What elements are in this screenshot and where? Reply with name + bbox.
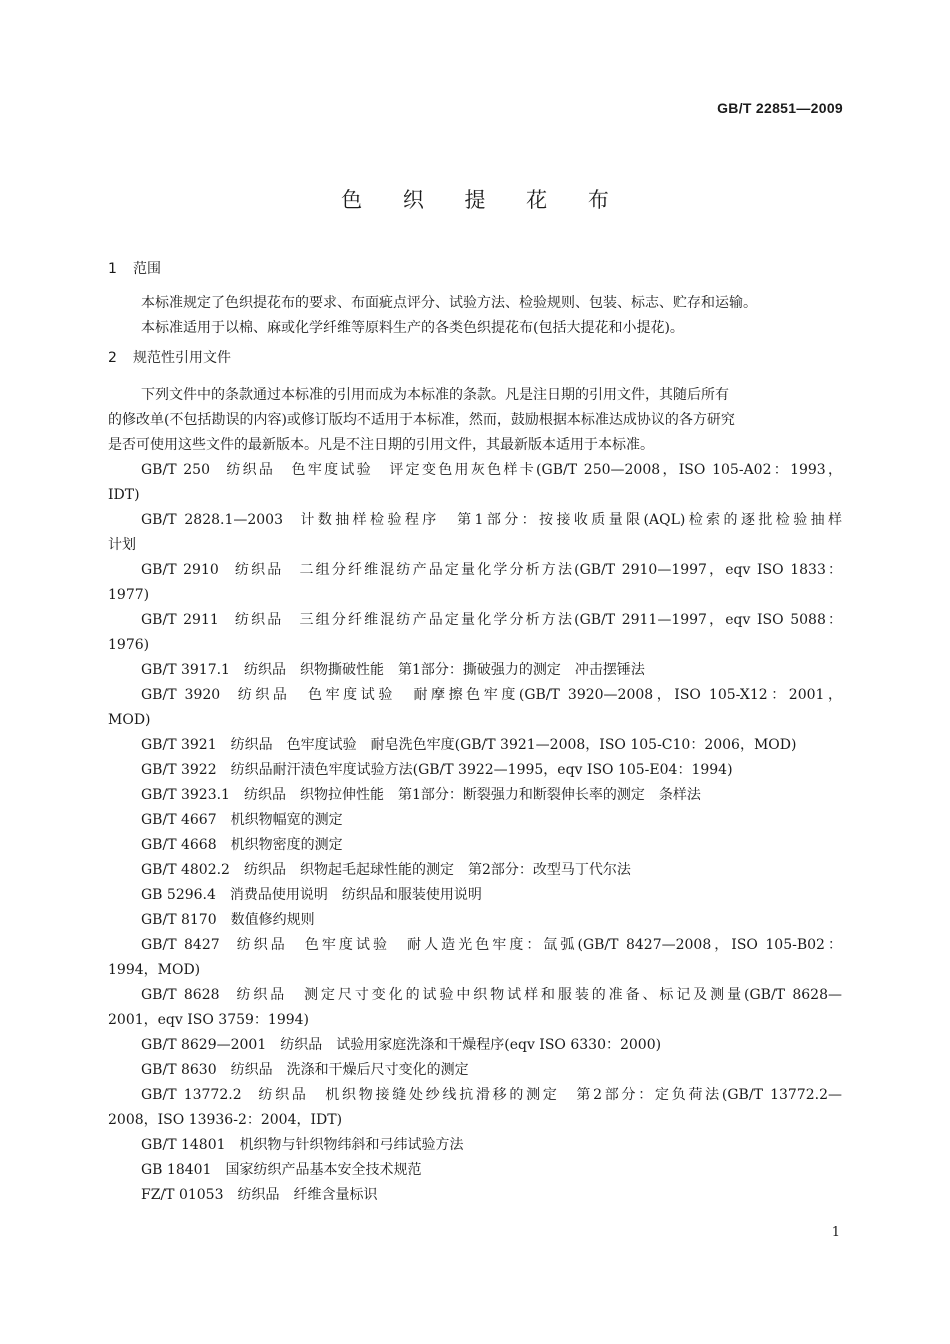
reference-title: 纺织品 机织物接缝处纱线抗滑移的测定 第2部分：定负荷法(GB/T 13772.2— [255,1087,842,1103]
reference-continuation: IDT) [108,487,140,503]
reference-line [108,883,842,908]
reference-line [108,1058,842,1083]
reference-title: 纺织品 色牢度试验 耐人造光色牢度：氙弧(GB/T 8427—2008，ISO 105-B02： [233,937,842,953]
reference-line [108,1158,842,1183]
intro-line: 是否可使用这些文件的最新版本。凡是不注日期的引用文件，其最新版本适用于本标准。 [108,437,654,453]
reference-code: GB/T 2911 [141,612,219,628]
section-title: 规范性引用文件 [133,350,231,366]
reference-code: GB/T 8629—2001 [141,1037,267,1053]
reference-code: GB/T 2828.1—2003 [141,512,284,528]
intro-line: 下列文件中的条款通过本标准的引用而成为本标准的条款。凡是注日期的引用文件，其随后所有 [141,387,729,403]
paragraph: 本标准规定了色织提花布的要求、布面疵点评分、试验方法、检验规则、包装、标志、贮存和运输。 [141,295,757,311]
reference-code: GB/T 8427 [141,937,220,953]
reference-line [108,908,842,933]
reference-line [108,683,842,708]
reference-title: 纺织品耐汗渍色牢度试验方法(GB/T 3922—1995，eqv ISO 105-E04：1994) [230,762,733,778]
reference-code: GB/T 250 [141,462,211,478]
reference-code: GB/T 8628 [141,987,220,1003]
reference-title: 数值修约规则 [230,912,315,928]
standard-code: GB/T 22851—2009 [717,100,843,116]
reference-code: GB/T 13772.2 [141,1087,242,1103]
reference-line [108,558,842,583]
reference-item [108,1058,842,1083]
reference-line [108,1033,842,1058]
reference-continuation: 2001，eqv ISO 3759：1994) [108,1012,310,1028]
reference-line [108,983,842,1008]
reference-line [108,858,842,883]
reference-title: 纺织品 色牢度试验 评定变色用灰色样卡(GB/T 250—2008，ISO 105-A02：1993， [224,462,843,478]
section-number: 1 [108,261,117,277]
reference-title: 纺织品 测定尺寸变化的试验中织物试样和服装的准备、标记及测量(GB/T 8628— [233,987,842,1003]
reference-code: GB/T 4667 [141,812,217,828]
reference-item [108,1083,842,1133]
intro-line: 的修改单(不包括勘误的内容)或修订版均不适用于本标准，然而，鼓励根据本标准达成协议的各方研究 [108,412,735,428]
reference-line [108,658,842,683]
section-heading-normative-references [108,347,842,369]
reference-line [108,1083,842,1108]
reference-title: 计数抽样检验程序 第1部分：按接收质量限(AQL)检索的逐批检验抽样 [297,512,843,528]
page-number: 1 [831,1225,840,1240]
reference-item [108,1133,842,1158]
paragraph: 本标准适用于以棉、麻或化学纤维等原料生产的各类色织提花布(包括大提花和小提花)。 [141,320,684,336]
reference-code: GB/T 2910 [141,562,219,578]
reference-item [108,783,842,808]
reference-title: 纺织品 织物起毛起球性能的测定 第2部分：改型马丁代尔法 [243,862,631,878]
reference-item [108,933,842,983]
reference-item [108,983,842,1033]
reference-item [108,833,842,858]
reference-item [108,758,842,783]
reference-line [108,933,842,958]
section-number: 2 [108,350,117,366]
reference-item [108,558,842,608]
reference-continuation: MOD) [108,712,151,728]
document-title: 色 织 提 花 布 [341,188,626,212]
reference-title: 消费品使用说明 纺织品和服装使用说明 [229,887,482,903]
reference-code: GB/T 3920 [141,687,221,703]
reference-code: GB/T 4668 [141,837,217,853]
reference-item [108,1183,842,1208]
reference-title: 纺织品 色牢度试验 耐摩擦色牢度(GB/T 3920—2008，ISO 105-X12：2001， [234,687,843,703]
reference-line [108,1133,842,1158]
reference-item [108,733,842,758]
reference-title: 机织物与针织物纬斜和弓纬试验方法 [239,1137,464,1153]
reference-line [108,608,842,633]
reference-code: GB/T 14801 [141,1137,226,1153]
reference-title: 纺织品 试验用家庭洗涤和干燥程序(eqv ISO 6330：2000) [280,1037,662,1053]
reference-title: 纺织品 纤维含量标识 [237,1187,378,1203]
reference-line [108,508,842,533]
reference-line [108,783,842,808]
reference-code: GB/T 3922 [141,762,217,778]
reference-line [108,808,842,833]
reference-item [108,508,842,558]
reference-title: 机织物密度的测定 [230,837,343,853]
reference-continuation: 2008，ISO 13936-2：2004，IDT) [108,1112,343,1128]
reference-item [108,1033,842,1058]
reference-code: GB/T 3917.1 [141,662,230,678]
reference-title: 纺织品 洗涤和干燥后尺寸变化的测定 [230,1062,469,1078]
reference-item [108,658,842,683]
document-body [108,258,842,1208]
reference-continuation: 计划 [108,537,136,553]
reference-line [108,733,842,758]
reference-continuation: 1977) [108,587,150,603]
reference-line [108,758,842,783]
reference-code: GB 5296.4 [141,887,216,903]
reference-code: GB/T 3921 [141,737,217,753]
reference-title: 纺织品 织物拉伸性能 第1部分：断裂强力和断裂伸长率的测定 条样法 [243,787,701,803]
reference-item [108,1158,842,1183]
reference-title: 纺织品 色牢度试验 耐皂洗色牢度(GB/T 3921—2008，ISO 105-C10：2006，MOD) [230,737,797,753]
reference-title: 纺织品 织物撕破性能 第1部分：撕破强力的测定 冲击摆锤法 [243,662,645,678]
reference-title: 纺织品 二组分纤维混纺产品定量化学分析方法(GB/T 2910—1997，eqv ISO 1833： [232,562,842,578]
intro-paragraph [108,383,842,458]
reference-code: GB/T 8630 [141,1062,217,1078]
reference-title: 机织物幅宽的测定 [230,812,343,828]
reference-line [108,1183,842,1208]
reference-code: GB/T 4802.2 [141,862,230,878]
reference-item [108,883,842,908]
reference-item [108,683,842,733]
reference-title: 纺织品 三组分纤维混纺产品定量化学分析方法(GB/T 2911—1997，eqv ISO 5088： [232,612,842,628]
reference-code: GB/T 8170 [141,912,217,928]
reference-continuation: 1994，MOD) [108,962,201,978]
reference-code: GB/T 3923.1 [141,787,230,803]
reference-item [108,858,842,883]
reference-item [108,808,842,833]
reference-item [108,458,842,508]
reference-item [108,908,842,933]
reference-line [108,833,842,858]
reference-code: GB 18401 [141,1162,212,1178]
reference-line [108,458,842,483]
reference-list [108,458,842,1208]
section-heading-scope [108,258,842,280]
reference-continuation: 1976) [108,637,150,653]
reference-title: 国家纺织产品基本安全技术规范 [225,1162,422,1178]
reference-item [108,608,842,658]
reference-code: FZ/T 01053 [141,1187,224,1203]
section-title: 范围 [133,261,161,277]
